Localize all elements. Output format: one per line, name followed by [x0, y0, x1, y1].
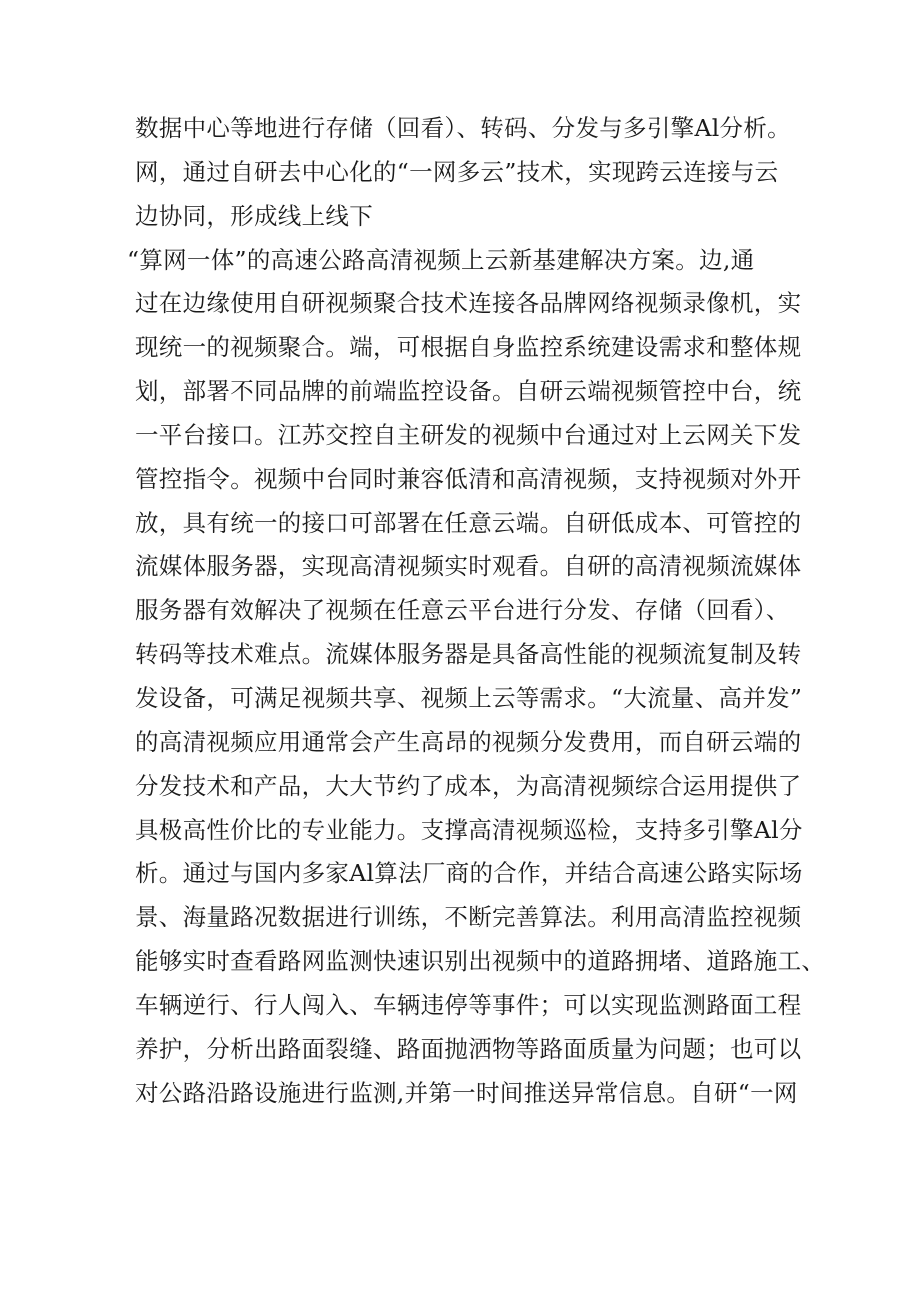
- text-line: 划，部署不同品牌的前端监控设备。自研云端视频管控中台，统: [135, 377, 802, 406]
- text-line: 放，具有统一的接口可部署在任意云端。自研低成本、可管控的: [135, 508, 802, 537]
- text-line: 转码等技术难点。流媒体服务器是具备高性能的视频流复制及转: [135, 640, 802, 669]
- text-line: 分发技术和产品，大大节约了成本，为高清视频综合运用提供了: [135, 771, 802, 800]
- text-line: “算网一体”的高速公路高清视频上云新基建解决方案。边,通: [127, 245, 755, 274]
- text-line: 发设备，可满足视频共享、视频上云等需求。“大流量、高并发”: [135, 683, 803, 712]
- text-line: 具极高性价比的专业能力。支撑高清视频巡检，支持多引擎Al分: [135, 815, 803, 844]
- text-line: 流媒体服务器，实现高清视频实时观看。自研的高清视频流媒体: [135, 552, 802, 581]
- text-line: 景、海量路况数据进行训练，不断完善算法。利用高清监控视频: [135, 903, 802, 932]
- body-text: [127, 107, 826, 1115]
- text-line: 现统一的视频聚合。端，可根据自身监控系统建设需求和整体规: [135, 333, 802, 362]
- text-line: 能够实时查看路网监测快速识别出视频中的道路拥堵、道路施工、: [135, 947, 826, 976]
- text-line: 边协同，形成线上线下: [135, 201, 373, 230]
- text-line: 数据中心等地进行存储（回看）、转码、分发与多引擎Al分析。: [135, 114, 791, 142]
- text-line: 车辆逆行、行人闯入、车辆违停等事件；可以实现监测路面工程: [135, 990, 802, 1019]
- text-line: 网，通过自研去中心化的“一网多云”技术，实现跨云连接与云: [135, 157, 779, 186]
- text-line: 的高清视频应用通常会产生高昂的视频分发费用，而自研云端的: [135, 727, 802, 756]
- text-line: 养护，分析出路面裂缝、路面抛洒物等路面质量为问题；也可以: [135, 1034, 802, 1063]
- text-line: 管控指令。视频中台同时兼容低清和高清视频，支持视频对外开: [135, 464, 802, 493]
- text-line: 对公路沿路设施进行监测,并第一时间推送异常信息。自研“一网: [135, 1078, 798, 1107]
- text-line: 一平台接口。江苏交控自主研发的视频中台通过对上云网关下发: [135, 420, 802, 449]
- text-line: 服务器有效解决了视频在任意云平台进行分发、存储（回看）、: [135, 596, 790, 625]
- text-line: 析。通过与国内多家Al算法厂商的合作，并结合高速公路实际场: [135, 859, 803, 888]
- text-line: 过在边缘使用自研视频聚合技术连接各品牌网络视频录像机，实: [135, 289, 802, 318]
